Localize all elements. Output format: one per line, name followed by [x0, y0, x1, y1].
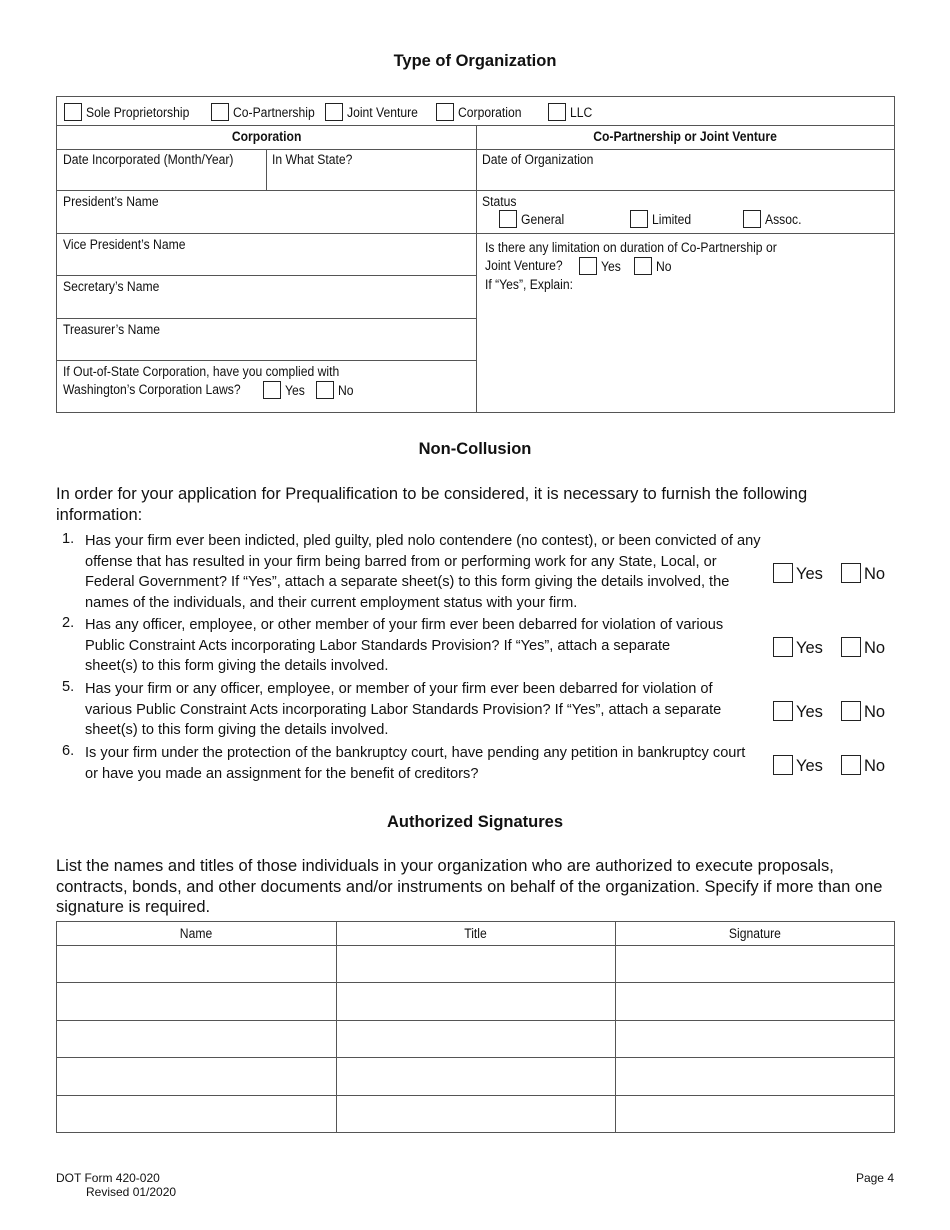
out-of-state-no[interactable]: No [316, 381, 356, 400]
checkbox[interactable] [773, 701, 793, 721]
name-cell[interactable] [57, 983, 336, 1020]
title-cell[interactable] [337, 1096, 615, 1132]
limitation-yes[interactable]: Yes [579, 257, 623, 276]
checkbox[interactable] [841, 755, 861, 775]
checkbox[interactable] [773, 637, 793, 657]
signature-cell[interactable] [616, 946, 894, 982]
status-general[interactable]: General [499, 210, 569, 229]
signatures-title: Authorized Signatures [386, 813, 563, 831]
out-of-state-yes[interactable]: Yes [263, 381, 307, 400]
treasurer-label: Treasurer’s Name [63, 322, 161, 337]
column-header-signature: Signature [728, 926, 782, 941]
out-of-state-question: If Out-of-State Corporation, have you complied with [63, 364, 340, 379]
signature-cell[interactable] [616, 983, 894, 1020]
title-cell[interactable] [337, 946, 615, 982]
question-number: 5. [62, 679, 75, 695]
status-limited[interactable]: Limited [630, 210, 696, 229]
question-number: 6. [62, 743, 75, 759]
question-1-text: Has your firm ever been indicted, pled guilty, pled nolo contendere (no contest), or been convicted of any offense that has resulted in your firm being barred from or performing work for any State, Local, or Federal Government? If “Yes”, attach a separate sheet(s) to this form giving the details involved, the names of the individuals, and their current employment status with your firm. [85, 533, 761, 611]
column-header-title: Title [464, 926, 488, 941]
name-cell[interactable] [57, 1096, 336, 1132]
checkbox[interactable] [548, 103, 566, 121]
checkbox[interactable] [325, 103, 343, 121]
non-collusion-intro: In order for your application for Prequalification to be considered, it is necessary to furnish the following information: [56, 485, 808, 524]
question-number: 2. [62, 615, 75, 631]
vice-president-label: Vice President’s Name [63, 237, 186, 252]
signature-cell[interactable] [616, 1021, 894, 1057]
revised-date: Revised 01/2020 [86, 1185, 177, 1199]
question-6-no[interactable]: No [841, 755, 885, 776]
explain-label: If “Yes”, Explain: [485, 277, 574, 292]
name-cell[interactable] [57, 1058, 336, 1095]
non-collusion-title: Non-Collusion [418, 440, 532, 458]
question-5-no[interactable]: No [841, 701, 885, 722]
question-2-no[interactable]: No [841, 637, 885, 658]
status-assoc[interactable]: Assoc. [743, 210, 806, 229]
question-2-yes[interactable]: Yes [773, 637, 823, 658]
checkbox[interactable] [634, 257, 652, 275]
name-cell[interactable] [57, 1021, 336, 1057]
org-type-title: Type of Organization [393, 52, 557, 70]
signature-cell[interactable] [616, 1096, 894, 1132]
title-cell[interactable] [337, 983, 615, 1020]
question-2-text: Has any officer, employee, or other member of your firm ever been debarred for violation of various Public Constraint Acts incorporating Labor Standards Provision? If “Yes”, attach a separate sheet(s) to this form giving the details involved. [85, 617, 724, 674]
checkbox[interactable] [579, 257, 597, 275]
checkbox[interactable] [743, 210, 761, 228]
question-1-no[interactable]: No [841, 563, 885, 584]
cp-jv-header: Co-Partnership or Joint Venture [593, 129, 778, 144]
signature-cell[interactable] [616, 1058, 894, 1095]
checkbox[interactable] [773, 755, 793, 775]
checkbox[interactable] [436, 103, 454, 121]
question-1-yes[interactable]: Yes [773, 563, 823, 584]
status-label: Status [482, 194, 517, 209]
president-label: President’s Name [63, 194, 159, 209]
question-5-text: Has your firm or any officer, employee, or member of your firm ever been debarred for violation of various Public Constraint Acts incorporating Labor Standards Provision? If “Yes”, attach a separate sheet(s) to this form giving the details involved. [85, 681, 722, 738]
org-type-table: Sole Proprietorship Co-Partnership Joint Venture Corporation LLC Corporation Co-Partnership or Joint Venture Date Incorporated (Month/Year) In What State? President’s Name Vice President’s Name Secretary’s Name Treasurer’s Name If Out-of-State Corporation, have you complied with Washington’s Corporation Laws? Yes No Date of Organization Status General Limited Assoc. Is there any limitation on duration of Co-Partnership or Joint Venture? Yes No If “Yes”, Explain: [56, 96, 895, 413]
option-joint-venture[interactable]: Joint Venture [325, 103, 426, 122]
checkbox[interactable] [841, 637, 861, 657]
question-5-yes[interactable]: Yes [773, 701, 823, 722]
checkbox[interactable] [263, 381, 281, 399]
option-corporation[interactable]: Corporation [436, 103, 529, 122]
checkbox[interactable] [841, 701, 861, 721]
secretary-label: Secretary’s Name [63, 279, 160, 294]
in-what-state-label: In What State? [272, 152, 353, 167]
name-cell[interactable] [57, 946, 336, 982]
limitation-no[interactable]: No [634, 257, 674, 276]
date-incorporated-label: Date Incorporated (Month/Year) [63, 152, 234, 167]
title-cell[interactable] [337, 1021, 615, 1057]
corporation-header: Corporation [231, 129, 302, 144]
question-6-text: Is your firm under the protection of the bankruptcy court, have pending any petition in bankruptcy court or have you made an assignment for the benefit of creditors? [85, 745, 746, 782]
checkbox[interactable] [316, 381, 334, 399]
option-co-partnership[interactable]: Co-Partnership [211, 103, 324, 122]
checkbox[interactable] [841, 563, 861, 583]
signatures-intro: List the names and titles of those individuals in your organization who are authorized to execute proposals, contracts, bonds, and other documents and/or instruments on behalf of the organization. Specify if more than one signature is required. [56, 857, 883, 916]
checkbox[interactable] [211, 103, 229, 121]
limitation-question: Is there any limitation on duration of Co-Partnership or [485, 240, 777, 255]
column-header-name: Name [180, 926, 213, 941]
form-number: DOT Form 420-020 [56, 1171, 160, 1185]
checkbox[interactable] [499, 210, 517, 228]
checkbox[interactable] [64, 103, 82, 121]
page-number: Page 4 [855, 1171, 894, 1185]
checkbox[interactable] [773, 563, 793, 583]
question-6-yes[interactable]: Yes [773, 755, 823, 776]
date-of-org-label: Date of Organization [482, 152, 594, 167]
option-sole-proprietorship[interactable]: Sole Proprietorship [64, 103, 201, 122]
checkbox[interactable] [630, 210, 648, 228]
option-llc[interactable]: LLC [548, 103, 595, 122]
signatures-table [56, 921, 895, 1133]
question-number: 1. [62, 531, 75, 547]
title-cell[interactable] [337, 1058, 615, 1095]
